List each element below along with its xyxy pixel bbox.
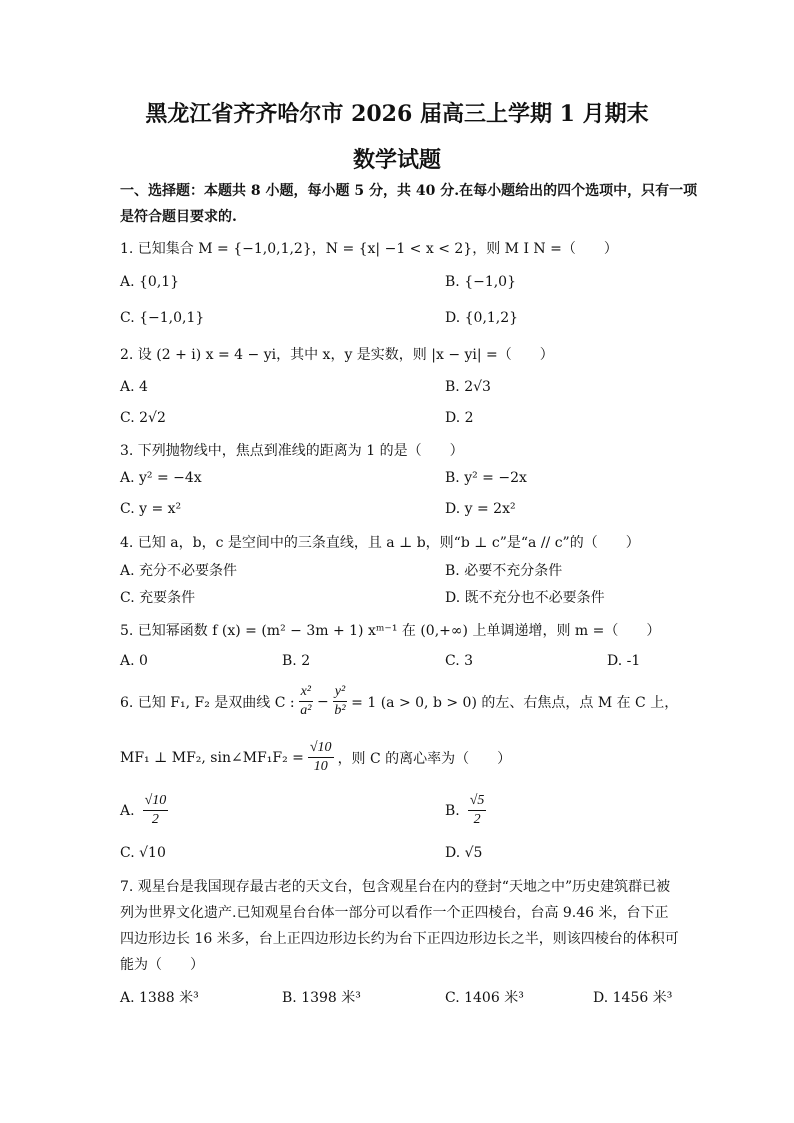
question-6-option-b: [445, 792, 486, 829]
question-7-option-b: B. 1398 米³: [282, 990, 361, 1006]
question-1-stem: 1. 已知集合 M = {−1,0,1,2}，N = {x| −1 < x < 2}，则 M I N =（ ）: [120, 241, 618, 257]
question-2-option-a: A. 4: [120, 379, 148, 395]
page-title: 黑龙江省齐齐哈尔市 2026 届高三上学期 1 月期末: [145, 101, 649, 127]
hyperbola-y-numerator: y²: [333, 683, 347, 702]
question-3-option-a: A. y² = −4x: [120, 470, 202, 486]
hyperbola-x-denominator: a²: [300, 703, 312, 718]
question-5-option-b: B. 2: [282, 653, 311, 669]
option-a-numerator: √10: [143, 792, 169, 811]
question-1-option-a: A. {0,1}: [120, 274, 180, 290]
question-1-option-b: B. {−1,0}: [445, 274, 516, 290]
option-b-denominator: 2: [473, 812, 481, 827]
question-2-option-d: D. 2: [445, 410, 474, 426]
option-a-label: A.: [120, 802, 135, 819]
question-7-option-d: D. 1456 米³: [593, 990, 673, 1006]
question-2-stem: 2. 设 (2 + i) x = 4 − yi，其中 x，y 是实数，则 |x − yi| =（ ）: [120, 347, 554, 363]
hyperbola-x-numerator: x²: [299, 683, 313, 702]
option-b-numerator: √5: [468, 792, 487, 811]
question-6-option-c: C. √10: [120, 845, 166, 861]
question-5-option-c: C. 3: [445, 653, 474, 669]
question-5-stem: 5. 已知幂函数 f (x) = (m² − 3m + 1) xᵐ⁻¹ 在 (0,+∞) 上单调递增，则 m =（ ）: [120, 623, 661, 639]
sine-fraction: [308, 739, 334, 776]
option-a-fraction: [143, 792, 169, 829]
question-7-stem: 7. 观星台是我国现存最古老的天文台，包含观星台在内的登封“天地之中”历史建筑群已被列为世界文化遗产.已知观星台台体一部分可以看作一个正四棱台，台高 9.46 米，台下正四边形边长 16 米多，台上正四边形边长约为台下正四边形边长之半，则该四棱台的体积可能为（ ）: [120, 879, 679, 973]
question-6-option-d: D. √5: [445, 845, 483, 861]
question-6-condition: [120, 739, 511, 776]
section-heading-line1: 一、选择题：本题共 8 小题，每小题 5 分，共 40 分.在每小题给出的四个选项中，只有一项: [120, 183, 698, 199]
question-4-stem: 4. 已知 a，b，c 是空间中的三条直线，且 a ⊥ b，则“b ⊥ c”是“a // c”的（ ）: [120, 535, 640, 551]
option-b-fraction: [468, 792, 487, 829]
question-6-stem-prefix: 6. 已知 F₁, F₂ 是双曲线 C :: [120, 694, 295, 711]
hyperbola-y-denominator: b²: [334, 703, 346, 718]
hyperbola-y-term: [333, 683, 347, 720]
option-b-label: B.: [445, 802, 460, 819]
question-6-condition-suffix: ，则 C 的离心率为（ ）: [337, 750, 512, 767]
sine-numerator: √10: [308, 739, 334, 758]
question-7-option-c: C. 1406 米³: [445, 990, 524, 1006]
question-4-option-c: C. 充要条件: [120, 590, 196, 606]
question-3-option-c: C. y = x²: [120, 501, 182, 517]
question-5-option-d: D. -1: [607, 653, 641, 669]
question-4-option-a: A. 充分不必要条件: [120, 563, 238, 579]
question-3-option-b: B. y² = −2x: [445, 470, 527, 486]
question-6-option-a: [120, 792, 168, 829]
question-6-stem-suffix: = 1 (a > 0, b > 0) 的左、右焦点，点 M 在 C 上，: [351, 694, 679, 711]
hyperbola-x-term: [299, 683, 313, 720]
question-2-option-b: B. 2√3: [445, 379, 491, 395]
question-4-option-d: D. 既不充分也不必要条件: [445, 590, 605, 606]
sine-denominator: 10: [313, 759, 328, 774]
question-7-option-a: A. 1388 米³: [120, 990, 199, 1006]
question-6-stem: [120, 683, 678, 720]
question-1-option-c: C. {−1,0,1}: [120, 310, 205, 326]
question-5-option-a: A. 0: [120, 653, 148, 669]
question-6-condition-prefix: MF₁ ⊥ MF₂, sin∠MF₁F₂ =: [120, 749, 304, 766]
option-a-denominator: 2: [151, 812, 159, 827]
question-4-option-b: B. 必要不充分条件: [445, 563, 563, 579]
page-subtitle: 数学试题: [352, 147, 441, 173]
question-3-stem: 3. 下列抛物线中，焦点到准线的距离为 1 的是（ ）: [120, 443, 464, 459]
question-3-option-d: D. y = 2x²: [445, 501, 516, 517]
hyperbola-minus: −: [317, 693, 329, 710]
question-1-option-d: D. {0,1,2}: [445, 310, 519, 326]
section-heading-line2: 是符合题目要求的.: [120, 209, 237, 225]
question-2-option-c: C. 2√2: [120, 410, 166, 426]
